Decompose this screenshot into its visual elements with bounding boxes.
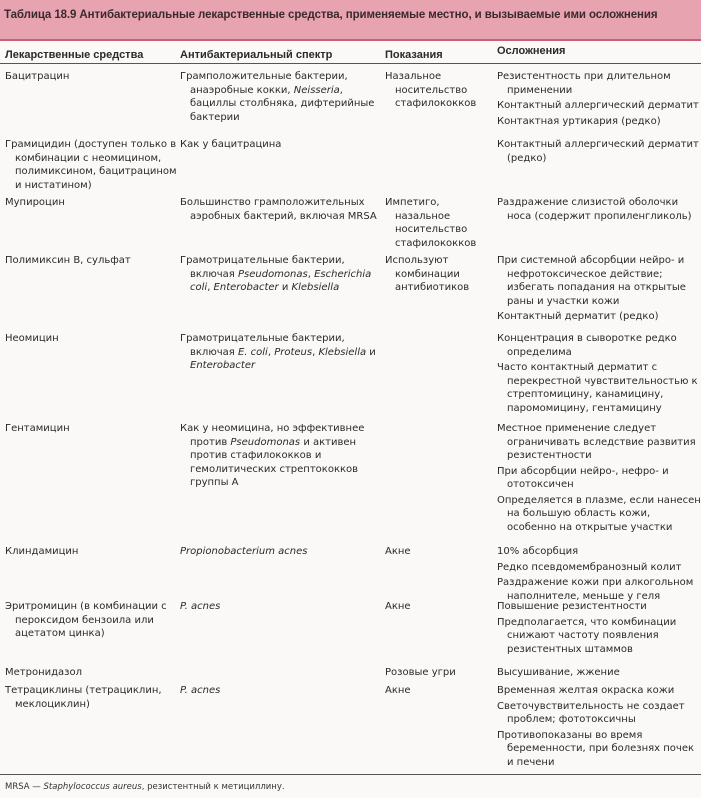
cell-drug: Клиндамицин — [5, 546, 79, 557]
cell-drug: Неомицин — [5, 333, 59, 344]
complication-entry: При системной абсорбции нейро- и нефротоксическое действие; избегать попадания на открытые раны и участки кожи — [497, 255, 686, 307]
cell-indications: Акне — [385, 685, 411, 696]
header-complications: Осложнения — [497, 45, 566, 57]
cell-indications: Импетиго, назальное носительство стафилококков — [385, 197, 477, 249]
cell-spectrum: Грамположительные бактерии, анаэробные кокки, Neisseria, бациллы столбняка, дифтерийные бактерии — [180, 71, 375, 123]
footnote: MRSA — Staphylococcus aureus, резистентный к метициллину. — [5, 782, 285, 792]
cell-complications — [497, 196, 701, 225]
complication-entry: Противопоказаны во время беременности, при болезнях почек и печени — [497, 729, 695, 768]
cell-indications: Розовые угри — [385, 667, 456, 678]
complication-entry: Местное применение следует ограничивать вследствие развития резистентности — [497, 423, 696, 461]
cell-spectrum: Большинство грамположительных аэробных бактерий, включая MRSA — [180, 197, 377, 222]
cell-complications — [497, 422, 701, 536]
cell-complications — [497, 138, 701, 167]
complication-entry: Редко псевдомембранозный колит — [497, 561, 682, 573]
cell-complications — [497, 332, 701, 417]
table-bottom-rule — [0, 774, 701, 775]
cell-complications — [497, 254, 701, 326]
complication-entry: Предполагается, что комбинации снижают частоту появления резистентных штаммов — [497, 616, 677, 655]
complication-entry: Раздражение слизистой оболочки носа (содержит пропиленгликоль) — [497, 197, 692, 222]
cell-drug: Тетрациклины (тетрациклин, меклоциклин) — [5, 685, 162, 710]
header-indications: Показания — [385, 49, 443, 61]
cell-drug: Бацитрацин — [5, 71, 70, 82]
cell-indications: Акне — [385, 546, 411, 557]
complication-entry: Часто контактный дерматит с перекрестной чувствительностью к стрептомицину, канамицину, паромомицину, гентамицину — [497, 362, 698, 414]
complication-entry: Контактный аллергический дерматит (редко) — [497, 139, 699, 164]
cell-indications: Акне — [385, 601, 411, 612]
cell-complications — [497, 600, 701, 658]
complication-entry: Светочувствительность не создает проблем; фототоксичны — [497, 700, 685, 725]
complication-entry: Контактный дерматит (редко) — [497, 311, 659, 322]
cell-complications — [497, 666, 701, 682]
header-drugs: Лекарственные средства — [5, 49, 144, 61]
complication-entry: Концентрация в сыворотке редко определима — [497, 333, 677, 358]
complication-entry: Определяется в плазме, если нанесен на большую область кожи, особенно на открытые участки — [497, 494, 701, 533]
table-header-row — [0, 39, 701, 64]
table-title: Таблица 18.9 Антибактериальные лекарственные средства, применяемые местно, и вызываемые ими осложнения — [4, 9, 658, 21]
cell-drug: Гентамицин — [5, 423, 70, 434]
complication-entry: Контактная уртикария (редко) — [497, 115, 661, 127]
cell-drug: Эритромицин (в комбинации с пероксидом бензоила или ацетатом цинка) — [5, 601, 167, 639]
cell-spectrum: Как у бацитрацина — [180, 139, 282, 150]
cell-spectrum: P. acnes — [180, 685, 221, 696]
cell-spectrum: Грамотрицательные бактерии, включая Pseudomonas, Escherichia coli, Enterobacter и Klebsiella — [180, 255, 372, 293]
cell-drug: Метронидазол — [5, 667, 82, 678]
cell-complications — [497, 684, 701, 771]
cell-spectrum: Propionobacterium acnes — [180, 546, 308, 557]
complication-entry: Временная желтая окраска кожи — [497, 685, 675, 696]
complication-entry: Раздражение кожи при алкогольном наполнителе, меньше у геля — [497, 577, 694, 602]
table-title-band — [0, 0, 701, 41]
complication-entry: Высушивание, жжение — [497, 667, 620, 678]
header-spectrum: Антибактериальный спектр — [180, 49, 333, 61]
cell-complications — [497, 545, 701, 605]
cell-indications: Назальное носительство стафилококков — [385, 71, 477, 109]
complication-entry: Резистентность при длительном применении — [497, 71, 671, 96]
cell-spectrum: P. acnes — [180, 601, 221, 612]
cell-complications — [497, 70, 701, 130]
complication-entry: 10% абсорбция — [497, 546, 579, 557]
cell-spectrum: Как у неомицина, но эффективнее против Pseudomonas и активен против стафилококков и гемолитических стрептококков группы А — [180, 423, 365, 488]
complication-entry: При абсорбции нейро-, нефро- и ототоксичен — [497, 465, 669, 490]
cell-drug: Полимиксин В, сульфат — [5, 255, 131, 266]
cell-drug: Мупироцин — [5, 197, 65, 208]
complication-entry: Повышение резистентности — [497, 601, 647, 612]
cell-drug: Грамицидин (доступен только в комбинации с неомицином, полимиксином, бацитрацином и нистатином) — [5, 139, 177, 191]
cell-spectrum: Грамотрицательные бактерии, включая E. coli, Proteus, Klebsiella и Enterobacter — [180, 333, 376, 371]
complication-entry: Контактный аллергический дерматит — [497, 100, 699, 111]
cell-indications: Используют комбинации антибиотиков — [385, 255, 470, 293]
